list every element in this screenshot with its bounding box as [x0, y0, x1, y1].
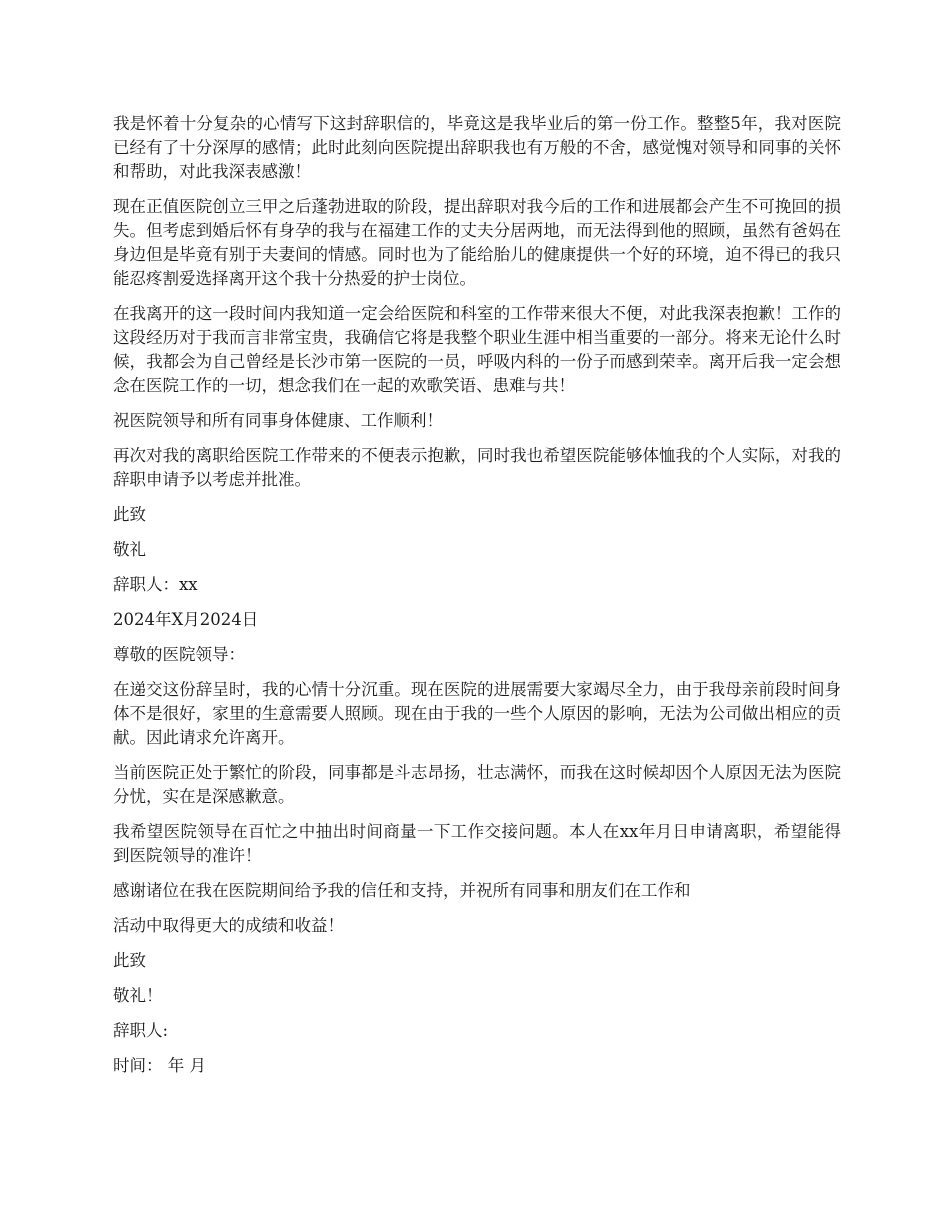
paragraph-second-regret: 当前医院正处于繁忙的阶段，同事都是斗志昂扬，壮志满怀，而我在这时候却因个人原因无法为医院分忧，实在是深感歉意。 [113, 763, 841, 806]
paragraph-reason: 现在正值医院创立三甲之后蓬勃进取的阶段，提出辞职对我今后的工作和进展都会产生不可挽回的损失。但考虑到婚后怀有身孕的我与在福建工作的丈夫分居两地，而无法得到他的照顾，虽然有爸妈在身边但是毕竟有别于夫妻间的情感。同时也为了能给胎儿的健康提供一个好的环境，迫不得已的我只能忍疼割爱选择离开这个我十分热爱的护士岗位。 [113, 197, 841, 288]
paragraph-opening: 我是怀着十分复杂的心情写下这封辞职信的，毕竟这是我毕业后的第一份工作。整整5年，我对医院已经有了十分深厚的感情；此时此刻向医院提出辞职我也有万般的不舍，感觉愧对领导和同事的关怀和帮助，对此我深表感激！ [113, 114, 841, 181]
salutation: 尊敬的医院领导： [113, 645, 245, 664]
time-line: 时间： 年 月 [113, 1056, 206, 1075]
paragraph-apology: 在我离开的这一段时间内我知道一定会给医院和科室的工作带来很大不便，对此我深表抱歉！工作的这段经历对于我而言非常宝贵，我确信它将是我整个职业生涯中相当重要的一部分。将来无论什么时候，我都会为自己曾经是长沙市第一医院的一员，呼吸内科的一份子而感到荣幸。离开后我一定会想念在医院工作的一切，想念我们在一起的欢歌笑语、患难与共！ [113, 304, 841, 395]
paragraph-wishes: 祝医院领导和所有同事身体健康、工作顺利！ [113, 411, 443, 430]
paragraph-thanks-cont: 活动中取得更大的成绩和收益！ [113, 916, 344, 935]
paragraph-second-opening: 在递交这份辞呈时，我的心情十分沉重。现在医院的进展需要大家竭尽全力，由于我母亲前段时间身体不是很好，家里的生意需要人照顾。现在由于我的一些个人原因的影响，无法为公司做出相应的贡献。因此请求允许离开。 [113, 680, 841, 747]
paragraph-thanks: 感谢诸位在我在医院期间给予我的信任和支持，并祝所有同事和朋友们在工作和 [113, 881, 691, 900]
closing-jingli: 敬礼 [113, 540, 146, 559]
closing-cizhi: 此致 [113, 505, 146, 524]
closing-jingli-2: 敬礼！ [113, 986, 163, 1005]
paragraph-handover: 我希望医院领导在百忙之中抽出时间商量一下工作交接问题。本人在xx年月日申请离职，希望能得到医院领导的准许！ [113, 822, 841, 865]
paragraph-request: 再次对我的离职给医院工作带来的不便表示抱歉，同时我也希望医院能够体恤我的个人实际，对我的辞职申请予以考虑并批准。 [113, 446, 841, 489]
signature-line: 辞职人：xx [113, 575, 198, 594]
signature-line-2: 辞职人: [113, 1021, 169, 1040]
letter-body [113, 112, 841, 1089]
date-line: 2024年X月2024日 [113, 610, 259, 629]
closing-cizhi-2: 此致 [113, 951, 146, 970]
